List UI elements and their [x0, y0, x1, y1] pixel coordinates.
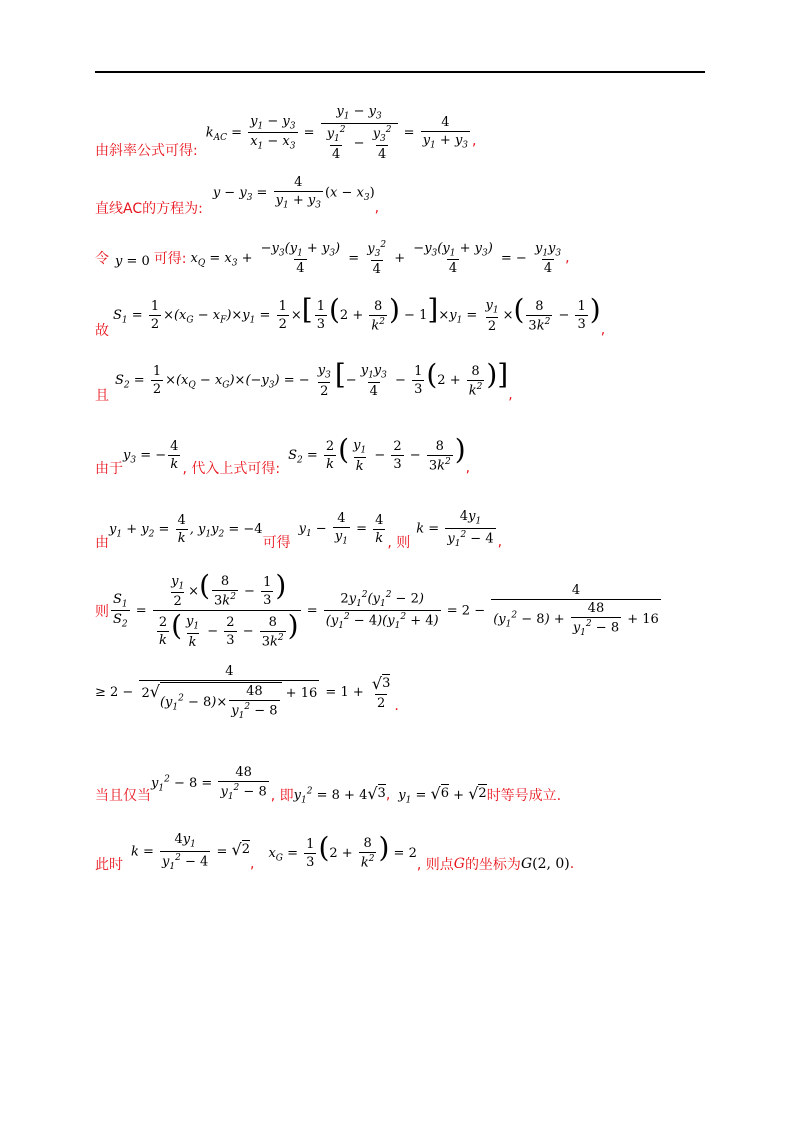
line-1-prefix: 由斜率公式可得: — [95, 142, 198, 159]
line-10-tail: 时等号成立. — [486, 787, 562, 804]
line-9-tail: . — [394, 698, 399, 715]
conclusion-line — [95, 830, 574, 874]
inequality-line — [95, 664, 399, 721]
line-8-prefix: 则 — [95, 603, 109, 620]
slope-formula-line — [95, 104, 476, 162]
xq-formula: $x_Q = x_3$ + $\frac{-y_3(y_1 + y_3)}{4}$ = $\frac{y_3^2}{4}$ + $\frac{-y_3(y_1 + y_3)}{4}$ = − $\frac{y_1y_3}{4}$ — [190, 240, 562, 277]
s2-simplified: $S_2$ = $\frac{2}{k}$ ( $\frac{y_1}{k}$ − $\frac{2}{3}$ − $\frac{8}{3k^2}$ ) — [288, 433, 466, 474]
header-rule — [95, 71, 705, 73]
line-2-tail: , — [374, 200, 380, 216]
line-ac-equation-line — [95, 168, 379, 218]
line-11-tail: . — [569, 856, 575, 872]
k-expression: k = $\frac{4y_1}{y_1^2 - 4}$ — [416, 509, 494, 549]
line-11-prefix: 此时 — [95, 857, 123, 873]
line-11-mid: , — [249, 856, 255, 872]
k-value: k = $\frac{4y_1}{y_1^2 - 4}$ = √ 2 — [131, 832, 250, 872]
line-3-mid: 可得: — [153, 251, 187, 268]
line-10-mid: , 即 — [270, 787, 294, 804]
xg-value: $x_G$ = $\frac{1}{3}$ (2 + $\frac{8}{k^2}$ ) = 2 — [268, 830, 417, 871]
y1-squared-value: $y_1^2 = 8 + 4$ √ 3 — [293, 784, 386, 806]
line-2-prefix: 直线AC的方程为: — [95, 201, 203, 217]
line-7-prefix: 由 — [95, 535, 109, 551]
point-g-label: G — [453, 856, 465, 872]
s1-formula: $S_1$ = $\frac{1}{2}$ $\times(x_G - x_F)\times y_1$ = $\frac{1}{2}$ ×[ $\frac{1}{3}$ (2 + $\frac{8}{k^2}$ ) − $1]\times y_1$ = $\frac{y_1}{2}$ ×( $\frac{8}{3k^2}$ − $\frac{1}{3}$ ) — [113, 293, 601, 334]
ratio-formula: $\frac{S_1}{S_2}$ = $\frac{y_1}{2}$ ×( $\frac{8}{3k^2}$ − $\frac{1}{3}$ ) $\frac{2}{k}$ ( $\frac{y_1}{k}$ − $\frac{2}{3}$ − $\frac{8}{3k^2}$ ) = $\frac{2y_1^2(y_1^2 - 2)}{(y_1^2 - 4)(y_1^2 + 4)}$ = 2 − 4 $(y_1^2 - 8)$ + $\frac{48}{y_1^2 - 8}$ + 16 — [113, 569, 659, 650]
vieta-relations: $y_1 + y_2$ = $\frac{4}{k}$ , $y_1y_2 = -4$ — [109, 512, 263, 546]
line-3-tail: , — [565, 250, 570, 267]
line-10-mid2: , — [385, 786, 391, 803]
line-ac-equation: $y - y_3$ = $\frac{4}{y_1 + y_3}$ $(x - x_3)$ — [212, 175, 375, 211]
line-4-tail: , — [600, 322, 606, 338]
y1-relation: $y_1$ − $\frac{4}{y_1}$ = $\frac{4}{k}$ — [298, 511, 384, 547]
inequality-formula: ≥ 2 − 4 2 √ $(y_1^2 - 8)\times$ $\frac{48}{y_1^2 - 8}$ + 16 = 1 + √ 3 2 — [95, 664, 391, 721]
y3-value: $y_3$ = − $\frac{4}{k}$ — [123, 438, 179, 472]
slope-formula: $k_{AC}$ = $\frac{y_1 - y_3}{x_1 - x_3}$ = $y_1 - y_3$ $\frac{y_1^2}{4}$ − $\frac{y_3^2}{4}$ = $\frac{4}{y_1 + y_3}$ — [205, 104, 469, 162]
line-10-prefix: 当且仅当 — [95, 787, 151, 804]
equality-condition: $y_1^2 - 8$ = $\frac{48}{y_1^2 - 8}$ — [151, 765, 267, 803]
s2-line — [95, 355, 513, 405]
line-11-mid2: , 则点 — [416, 857, 454, 873]
y-zero: y = 0 — [115, 253, 150, 269]
line-1-tail: , — [472, 132, 477, 149]
line-3-prefix: 令 — [95, 251, 109, 268]
vieta-line — [95, 506, 502, 552]
equality-condition-line — [95, 762, 561, 806]
ratio-line — [95, 569, 663, 650]
line-7-mid2: , 则 — [387, 535, 411, 551]
line-11-mid4: 的坐标为 — [464, 857, 521, 873]
line-5-prefix: 且 — [95, 388, 109, 404]
line-6-tail: , — [465, 460, 471, 476]
line-4-prefix: 故 — [95, 323, 109, 339]
g-coordinate: G(2, 0) — [520, 856, 570, 872]
line-7-tail: , — [497, 534, 503, 550]
line-5-tail: , — [508, 387, 513, 403]
line-6-prefix: 由于 — [95, 461, 123, 477]
xq-line — [95, 240, 570, 277]
y1-value: $y_1$ = √ 6 + √ 2 — [398, 784, 487, 806]
line-6-mid: , 代入上式可得: — [182, 461, 281, 477]
s2-formula: $S_2$ = $\frac{1}{2}$ $\times(x_Q - x_G)\times(-y_3)$ = − $\frac{y_3}{2}$ [− $\frac{y_1y_3}{4}$ − $\frac{1}{3}$ (2 + $\frac{8}{k^2}$ )] — [115, 358, 509, 399]
line-7-mid: 可得 — [262, 535, 291, 551]
y3-substitution-line — [95, 432, 470, 478]
s1-line — [95, 290, 605, 340]
